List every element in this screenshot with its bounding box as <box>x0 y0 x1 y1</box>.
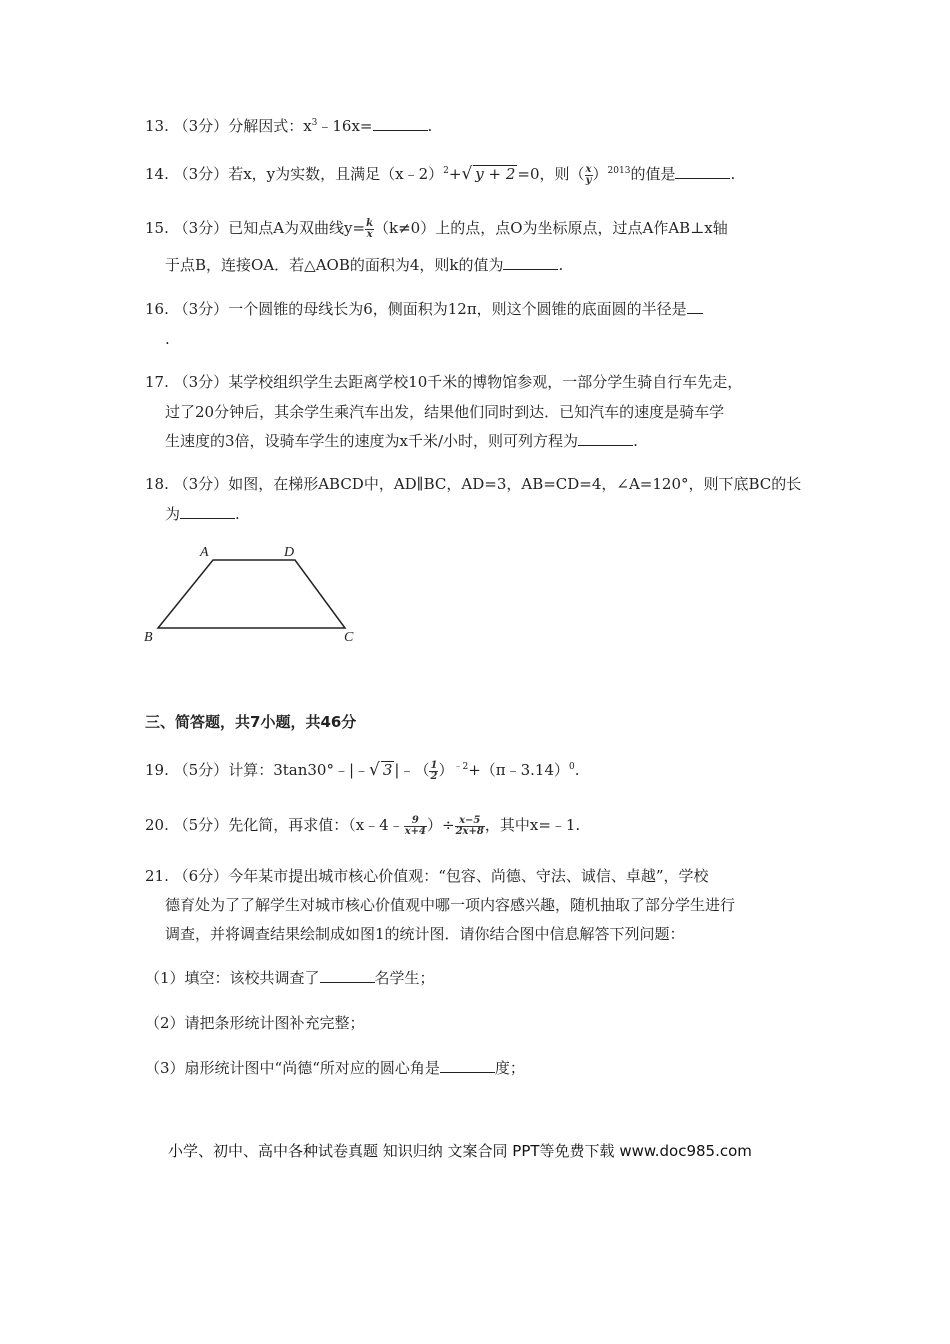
question-17 <box>145 372 742 392</box>
question-16-line-2 <box>165 329 170 349</box>
question-score: （3分） <box>173 300 229 318</box>
question-text: 分解因式：x <box>228 117 312 135</box>
question-number: 20. <box>145 816 169 834</box>
question-score: （6分） <box>173 867 229 885</box>
question-number: 21. <box>145 867 169 885</box>
fraction-x-minus-5-over-2x-plus-8 <box>455 816 485 837</box>
question-text: 生速度的3倍，设骑车学生的速度为x千米/小时，则可列方程为 <box>165 432 579 450</box>
fraction-x-over-y <box>585 165 593 186</box>
question-text: ﹣16x= <box>317 117 373 135</box>
question-text: 计算：3tan30°﹣|﹣ <box>228 761 370 779</box>
question-text: （k≠0）上的点，点O为坐标原点，过点A作AB⊥x轴 <box>374 219 728 237</box>
question-21 <box>145 866 709 886</box>
vertex-label-d: D <box>284 545 295 560</box>
sqrt-radicand: y + 2 <box>475 165 516 183</box>
period: . <box>558 256 564 274</box>
question-text: ） <box>592 165 608 183</box>
numerator: 9 <box>404 816 427 827</box>
answer-blank[interactable] <box>578 431 633 446</box>
numerator: x−5 <box>455 816 485 827</box>
question-21-part-1 <box>145 968 435 988</box>
exponent: 2 <box>443 166 449 176</box>
question-21-part-3 <box>145 1058 525 1078</box>
question-text: （2）请把条形统计图补充完整； <box>145 1014 365 1032</box>
question-text: |﹣（ <box>394 761 430 779</box>
exponent: 0 <box>569 762 575 772</box>
question-text: 已知点A为双曲线y= <box>228 219 366 237</box>
sqrt-radicand: 3 <box>382 761 393 779</box>
question-text: 调查，并将调查结果绘制成如图1的统计图．请你结合图中信息解答下列问题： <box>165 925 685 943</box>
question-16 <box>145 299 703 319</box>
question-score: （3分） <box>173 475 229 493</box>
denominator: x+4 <box>404 825 427 837</box>
exponent: ﹣2 <box>453 762 469 772</box>
period: . <box>574 761 580 779</box>
page-footer: 小学、初中、高中各种试卷真题 知识归纳 文案合同 PPT等免费下载 www.doc985.com <box>168 1142 752 1160</box>
numerator: x <box>585 163 592 175</box>
question-text: ）÷ <box>427 816 455 834</box>
question-text: =0，则（ <box>517 165 585 183</box>
question-text: （3）扇形统计图中“尚德“所对应的圆心角是 <box>145 1059 440 1077</box>
question-text: +（π﹣3.14） <box>468 761 570 779</box>
question-text: 如图，在梯形ABCD中，AD∥BC，AD=3，AB=CD=4，∠A=120°，则下底BC的长 <box>228 475 802 493</box>
answer-blank[interactable] <box>503 255 558 270</box>
numerator: k <box>366 217 374 229</box>
question-text: 于点B，连接OA．若△AOB的面积为4，则k的值为 <box>165 256 504 274</box>
question-21-part-2 <box>145 1013 365 1033</box>
question-score: （3分） <box>173 165 229 183</box>
question-text: 名学生； <box>374 969 435 987</box>
answer-blank[interactable] <box>180 504 235 519</box>
period: . <box>235 505 240 523</box>
answer-blank[interactable] <box>440 1058 495 1073</box>
trapezoid-shape <box>158 560 345 628</box>
period: . <box>633 432 638 450</box>
denominator: x <box>366 228 373 240</box>
question-number: 17. <box>145 373 169 391</box>
fraction-k-over-x <box>365 219 374 240</box>
question-17-line-2 <box>165 402 724 422</box>
question-number: 19. <box>145 761 169 779</box>
question-14 <box>145 164 735 186</box>
answer-blank[interactable] <box>675 164 730 179</box>
question-text: ） <box>438 761 454 779</box>
vertex-label-a: A <box>200 545 209 560</box>
question-17-line-3 <box>165 431 638 451</box>
question-15-line-2 <box>165 255 563 275</box>
question-text: 一个圆锥的母线长为6，侧面积为12π，则这个圆锥的底面圆的半径是 <box>228 300 687 318</box>
radical-sign-icon: √ <box>461 164 473 184</box>
question-score: （3分） <box>173 117 229 135</box>
question-number: 16. <box>145 300 169 318</box>
period: . <box>165 330 170 348</box>
question-13 <box>145 116 432 136</box>
question-text: 今年某市提出城市核心价值观：“包容、尚德、守法、诚信、卓越”，学校 <box>228 867 709 885</box>
answer-blank[interactable] <box>373 116 428 131</box>
question-text: ，其中x=﹣1. <box>484 816 581 834</box>
question-text: （1）填空：该校共调查了 <box>145 969 320 987</box>
question-18 <box>145 474 801 494</box>
question-text: 过了20分钟后，其余学生乘汽车出发，结果他们同时到达．已知汽车的速度是骑车学 <box>165 403 725 421</box>
denominator: 2 <box>430 770 438 782</box>
question-text: 若x，y为实数，且满足（x﹣2） <box>228 165 444 183</box>
question-15 <box>145 218 728 240</box>
question-21-line-2 <box>165 895 735 915</box>
question-text: 的值是 <box>630 165 676 183</box>
denominator: y <box>585 174 592 186</box>
question-score: （3分） <box>173 219 229 237</box>
question-number: 18. <box>145 475 169 493</box>
fraction-9-over-x-plus-4 <box>404 816 427 837</box>
question-20 <box>145 815 580 837</box>
exponent: 3 <box>311 118 318 128</box>
question-text: 某学校组织学生去距离学校10千米的博物馆参观，一部分学生骑自行车先走， <box>228 373 743 391</box>
radical-sign-icon: √ <box>369 760 380 780</box>
question-text: 先化简，再求值：（x﹣4﹣ <box>228 816 404 834</box>
question-number: 15. <box>145 219 169 237</box>
question-score: （5分） <box>173 816 229 834</box>
question-19 <box>145 760 580 782</box>
section-heading: 三、简答题，共7小题，共46分 <box>145 713 357 731</box>
vertex-label-b: B <box>144 630 153 645</box>
numerator: 1 <box>430 759 438 771</box>
question-score: （5分） <box>173 761 229 779</box>
exponent: 2013 <box>607 166 631 176</box>
question-text: 为 <box>165 505 181 523</box>
vertex-label-c: C <box>344 630 354 645</box>
plus-sign: + <box>448 165 462 183</box>
question-text: 德育处为了了解学生对城市核心价值观中哪一项内容感兴趣，随机抽取了部分学生进行 <box>165 896 736 914</box>
period: . <box>730 165 736 183</box>
question-text: 度； <box>494 1059 525 1077</box>
question-21-line-3 <box>165 924 685 944</box>
question-score: （3分） <box>173 373 229 391</box>
answer-blank[interactable] <box>687 299 703 314</box>
trapezoid-diagram <box>140 540 370 650</box>
answer-blank[interactable] <box>320 968 375 983</box>
question-18-line-2 <box>165 504 240 524</box>
period: . <box>427 117 433 135</box>
denominator: 2x+8 <box>455 825 484 837</box>
question-number: 14. <box>145 165 169 183</box>
question-number: 13. <box>145 117 169 135</box>
